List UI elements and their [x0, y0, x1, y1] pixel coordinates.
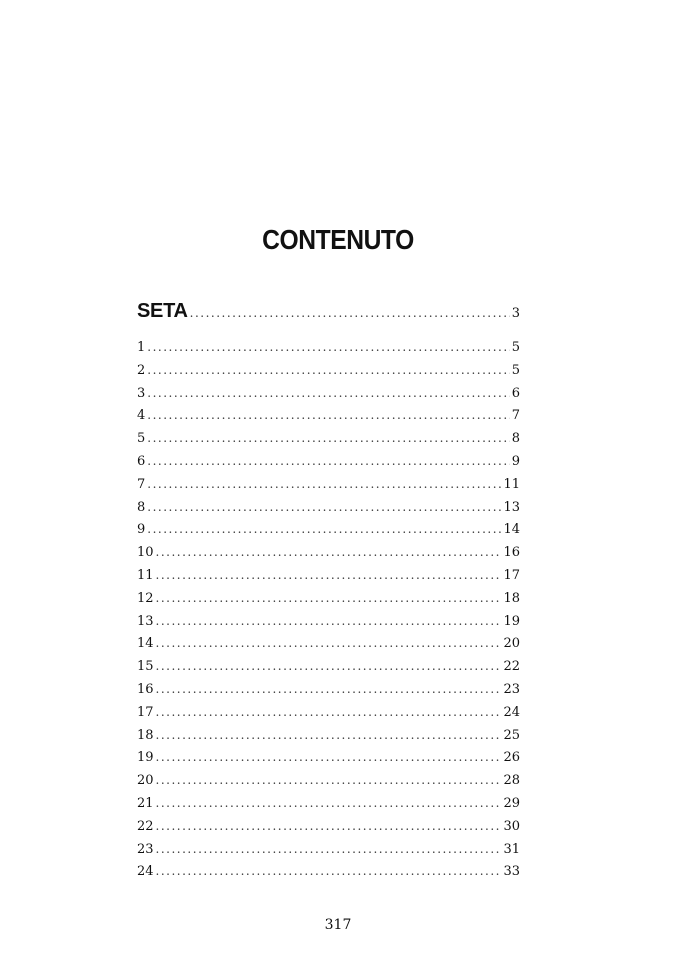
toc-entry-page: 24 [503, 704, 520, 720]
toc-entry[interactable] [137, 682, 520, 705]
toc-entry[interactable] [137, 864, 520, 887]
toc-entry-number: 6 [137, 453, 146, 469]
toc-entry[interactable] [137, 545, 520, 568]
dot-leader [156, 568, 502, 582]
toc-entry[interactable] [137, 431, 520, 454]
dot-leader [156, 728, 502, 742]
toc-entry-number: 3 [137, 385, 146, 401]
toc-entry[interactable] [137, 842, 520, 865]
dot-leader [156, 864, 502, 878]
toc-entry-page: 5 [511, 362, 520, 378]
toc-entry-page: 25 [503, 727, 520, 743]
toc-entry[interactable] [137, 591, 520, 614]
toc-entry-number: 11 [137, 567, 154, 583]
toc-entry-page: 33 [503, 864, 520, 880]
toc-entry-number: 12 [137, 590, 154, 606]
toc-entry-page: 29 [503, 795, 520, 811]
toc-entry-number: 1 [137, 340, 146, 355]
dot-leader [147, 500, 501, 514]
dot-leader [147, 431, 509, 445]
toc-entry[interactable] [137, 728, 520, 751]
toc-entry-page: 18 [503, 590, 520, 606]
toc-entry-number: 8 [137, 499, 146, 515]
toc-entry-number: 7 [137, 476, 146, 492]
toc-entry-page: 11 [503, 476, 520, 492]
dot-leader [156, 842, 502, 856]
dot-leader [190, 306, 510, 320]
toc-entry-page: 8 [511, 431, 520, 447]
toc-entry-page: 31 [503, 841, 520, 857]
table-of-contents [137, 300, 520, 887]
toc-entry-number: 20 [137, 773, 154, 789]
toc-entry-number: 9 [137, 522, 146, 538]
dot-leader [147, 408, 509, 422]
toc-entry-page: 14 [503, 522, 520, 538]
toc-section-row[interactable] [137, 300, 520, 328]
dot-leader [156, 773, 502, 787]
page-number: 317 [324, 917, 352, 933]
toc-entry[interactable] [137, 819, 520, 842]
toc-entry-page: 5 [511, 340, 520, 355]
toc-entry-number: 4 [137, 408, 146, 424]
toc-entry-number: 22 [137, 818, 154, 834]
dot-leader [147, 454, 509, 468]
dot-leader [147, 340, 509, 354]
dot-leader [156, 682, 502, 696]
toc-entry-number: 21 [137, 795, 154, 811]
toc-entry-number: 18 [137, 727, 154, 743]
dot-leader [147, 477, 501, 491]
toc-entry[interactable] [137, 659, 520, 682]
toc-entry-number: 14 [137, 636, 154, 652]
toc-entry[interactable] [137, 636, 520, 659]
toc-entry-number: 10 [137, 545, 154, 561]
toc-entry-page: 17 [503, 567, 520, 583]
toc-entry[interactable] [137, 773, 520, 796]
toc-entry-number: 2 [137, 362, 146, 378]
toc-entry[interactable] [137, 568, 520, 591]
toc-entry[interactable] [137, 750, 520, 773]
dot-leader [156, 796, 502, 810]
toc-entry-page: 22 [503, 659, 520, 675]
toc-entry-page: 20 [503, 636, 520, 652]
toc-entry[interactable] [137, 340, 520, 363]
toc-entry[interactable] [137, 386, 520, 409]
dot-leader [147, 522, 501, 536]
page-title: CONTENUTO [262, 224, 414, 255]
dot-leader [156, 545, 502, 559]
toc-entry[interactable] [137, 796, 520, 819]
dot-leader [156, 750, 502, 764]
toc-entry-page: 26 [503, 750, 520, 766]
toc-entry-page: 23 [503, 681, 520, 697]
toc-entry-page: 28 [503, 773, 520, 789]
toc-entry-page: 13 [503, 499, 520, 515]
dot-leader [147, 386, 509, 400]
toc-entry[interactable] [137, 614, 520, 637]
toc-entry[interactable] [137, 408, 520, 431]
toc-entry[interactable] [137, 705, 520, 728]
toc-entry-number: 5 [137, 431, 146, 447]
toc-entry-number: 15 [137, 659, 154, 675]
toc-entry-page: 19 [503, 613, 520, 629]
toc-entry[interactable] [137, 454, 520, 477]
toc-section-label: SETA [137, 300, 188, 322]
dot-leader [156, 636, 502, 650]
toc-entries [137, 340, 520, 887]
toc-entry-page: 30 [503, 818, 520, 834]
toc-entry-page: 6 [511, 385, 520, 401]
toc-entry-number: 19 [137, 750, 154, 766]
toc-entry[interactable] [137, 500, 520, 523]
dot-leader [156, 819, 502, 833]
toc-entry-number: 24 [137, 864, 154, 880]
toc-entry-number: 13 [137, 613, 154, 629]
dot-leader [156, 591, 502, 605]
toc-entry[interactable] [137, 477, 520, 500]
toc-entry-page: 9 [511, 453, 520, 469]
toc-entry-number: 17 [137, 704, 154, 720]
dot-leader [156, 614, 502, 628]
toc-entry-number: 16 [137, 681, 154, 697]
toc-entry-number: 23 [137, 841, 154, 857]
dot-leader [156, 659, 502, 673]
toc-section-page: 3 [511, 306, 520, 321]
toc-entry-page: 16 [503, 545, 520, 561]
toc-entry-page: 7 [511, 408, 520, 424]
dot-leader [156, 705, 502, 719]
toc-entry[interactable] [137, 363, 520, 386]
toc-entry[interactable] [137, 522, 520, 545]
dot-leader [147, 363, 509, 377]
